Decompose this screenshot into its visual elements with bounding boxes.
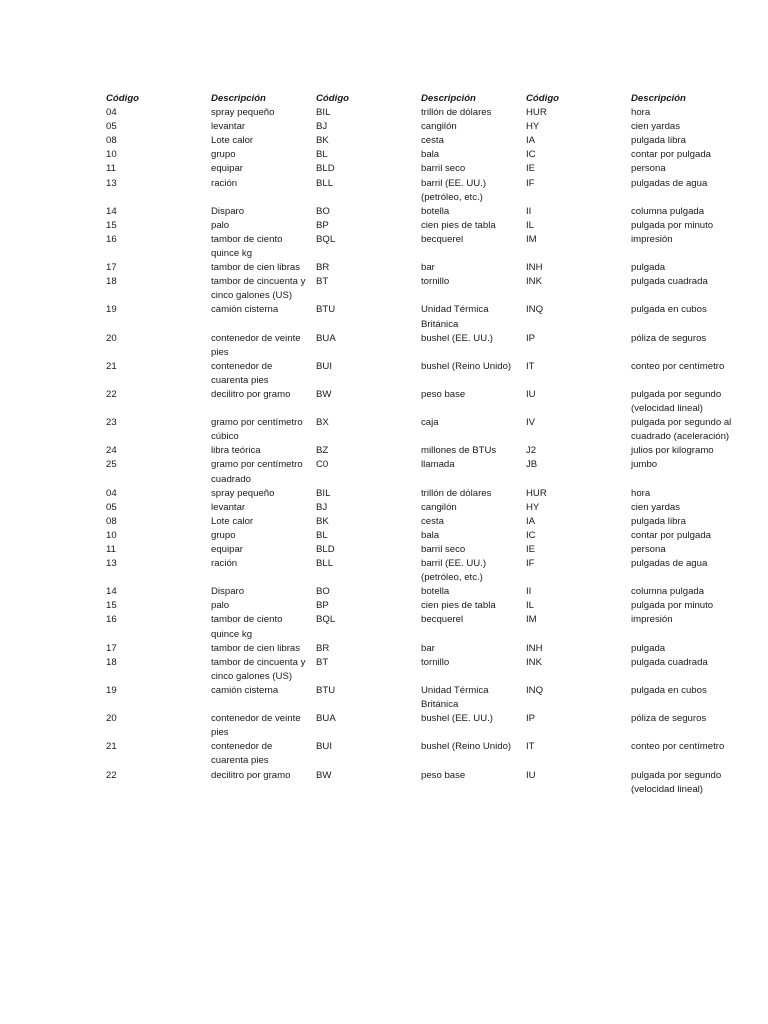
cell-code-3: IC: [526, 529, 536, 541]
cell-code-3: INQ: [526, 684, 544, 696]
cell-description-1: levantar: [211, 121, 246, 133]
table-row: [106, 769, 738, 797]
cell-description-3: impresión: [631, 614, 673, 626]
cell-description-1: Lote calor: [211, 135, 254, 147]
cell-description-2: becquerel: [421, 233, 464, 245]
cell-code-3: INQ: [526, 304, 544, 316]
cell-code-3: INK: [526, 276, 542, 288]
cell-description-2: peso base: [421, 769, 466, 781]
table-row: [106, 261, 738, 275]
cell-description-3: persona: [631, 163, 666, 175]
table-row: [106, 303, 738, 331]
cell-code-2: BT: [316, 276, 329, 288]
cell-code-1: 25: [106, 459, 117, 471]
cell-description-3: póliza de seguros: [631, 713, 707, 725]
table-row: [106, 360, 738, 388]
cell-description-3: columna pulgada: [631, 205, 705, 217]
table-row: [106, 332, 738, 360]
cell-description-1: equipar: [211, 163, 244, 175]
table-row: [106, 219, 738, 233]
table-header: [106, 92, 738, 106]
cell-code-2: BT: [316, 656, 329, 668]
cell-code-2: BZ: [316, 445, 329, 457]
cell-description-3: contar por pulgada: [631, 149, 712, 161]
cell-code-1: 14: [106, 586, 117, 598]
cell-code-2: BR: [316, 262, 330, 274]
cell-description-2: trillón de dólares: [421, 107, 492, 119]
cell-description-2: barril seco: [421, 544, 466, 555]
cell-description-3: pulgada cuadrada: [631, 656, 708, 668]
cell-description-1: tambor de cien libras: [211, 262, 301, 274]
cell-code-1: 16: [106, 614, 117, 626]
table-row: [106, 162, 738, 176]
table-row: [106, 120, 738, 134]
cell-code-1: 22: [106, 388, 117, 400]
cell-code-1: 17: [106, 642, 117, 654]
cell-code-3: HUR: [526, 487, 547, 499]
cell-code-1: 08: [106, 135, 117, 147]
cell-description-3: pulgada por segundo al cuadrado (aceleración): [631, 417, 732, 443]
cell-description-3: pulgada: [631, 642, 666, 654]
cell-description-1: gramo por centímetro cuadrado: [211, 459, 303, 485]
cell-description-1: gramo por centímetro cúbico: [211, 417, 303, 443]
cell-description-2: barril (EE. UU.) (petróleo, etc.): [421, 558, 487, 584]
cell-code-3: J2: [526, 445, 537, 457]
cell-code-3: JB: [526, 459, 538, 471]
cell-description-1: grupo: [211, 149, 236, 161]
cell-description-2: cesta: [421, 135, 444, 147]
cell-description-3: pulgada: [631, 262, 666, 274]
cell-code-1: 19: [106, 684, 117, 696]
cell-code-2: BIL: [316, 107, 331, 119]
cell-code-2: BUA: [316, 713, 336, 725]
cell-code-2: BO: [316, 205, 330, 217]
table-row: [106, 599, 738, 613]
cell-description-3: pulgadas de agua: [631, 177, 708, 189]
cell-description-1: libra teórica: [211, 445, 261, 457]
cell-description-2: becquerel: [421, 614, 464, 626]
table-row: [106, 233, 738, 261]
cell-code-3: IE: [526, 163, 536, 175]
cell-code-3: IF: [526, 558, 535, 570]
cell-code-3: II: [526, 586, 532, 598]
cell-description-3: póliza de seguros: [631, 332, 707, 344]
cell-description-3: pulgada en cubos: [631, 684, 707, 696]
table-row: [106, 613, 738, 641]
cell-description-1: equipar: [211, 544, 244, 555]
cell-code-2: BUA: [316, 332, 336, 344]
cell-code-2: BTU: [316, 684, 336, 696]
cell-code-2: BP: [316, 219, 329, 231]
cell-code-3: HUR: [526, 107, 547, 119]
cell-description-2: botella: [421, 205, 450, 217]
cell-code-1: 15: [106, 600, 117, 612]
cell-description-2: cien pies de tabla: [421, 600, 496, 612]
cell-code-3: IM: [526, 233, 537, 245]
cell-code-2: BLD: [316, 163, 335, 175]
table-row: [106, 458, 738, 486]
cell-description-2: barril seco: [421, 163, 466, 175]
cell-description-2: cesta: [421, 515, 444, 527]
cell-description-1: Lote calor: [211, 515, 254, 527]
cell-code-1: 14: [106, 205, 117, 217]
cell-description-2: cangilón: [421, 501, 457, 513]
cell-code-1: 05: [106, 501, 117, 513]
cell-code-2: BTU: [316, 304, 336, 316]
cell-description-3: contar por pulgada: [631, 529, 712, 541]
cell-code-3: IT: [526, 360, 535, 372]
cell-code-3: IU: [526, 388, 536, 400]
cell-description-1: decilitro por gramo: [211, 769, 291, 781]
cell-description-2: Unidad Térmica Británica: [421, 304, 489, 330]
table-row: [106, 529, 738, 543]
cell-description-3: persona: [631, 544, 666, 555]
cell-description-2: caja: [421, 417, 439, 429]
cell-code-1: 18: [106, 276, 117, 288]
cell-description-2: barril (EE. UU.) (petróleo, etc.): [421, 177, 487, 203]
cell-description-2: bushel (EE. UU.): [421, 713, 493, 725]
cell-code-1: 13: [106, 558, 117, 570]
cell-code-3: IE: [526, 544, 536, 555]
cell-description-1: palo: [211, 219, 230, 231]
table-row: [106, 585, 738, 599]
header-descripcion-1: Descripción: [211, 93, 266, 104]
cell-code-2: BW: [316, 769, 332, 781]
cell-code-1: 21: [106, 360, 117, 372]
cell-code-3: IP: [526, 332, 536, 344]
cell-code-2: BO: [316, 586, 330, 598]
table-row: [106, 205, 738, 219]
header-codigo-3: Código: [526, 93, 560, 104]
unit-codes-table: [106, 92, 738, 797]
cell-code-2: BJ: [316, 501, 328, 513]
cell-description-1: ración: [211, 177, 238, 189]
cell-description-2: peso base: [421, 388, 466, 400]
cell-description-1: contenedor de cuarenta pies: [211, 360, 273, 386]
cell-code-2: C0: [316, 459, 329, 471]
table-row: [106, 557, 738, 585]
cell-code-1: 15: [106, 219, 117, 231]
cell-code-2: BQL: [316, 614, 336, 626]
cell-description-3: pulgada libra: [631, 515, 686, 527]
cell-description-3: hora: [631, 487, 651, 499]
cell-description-1: Disparo: [211, 205, 245, 217]
cell-description-1: spray pequeño: [211, 487, 275, 499]
cell-description-1: tambor de cien libras: [211, 642, 301, 654]
table-row: [106, 275, 738, 303]
table-row: [106, 388, 738, 416]
cell-description-2: bushel (Reino Unido): [421, 360, 512, 372]
cell-description-2: bar: [421, 642, 435, 654]
cell-description-1: tambor de ciento quince kg: [211, 614, 283, 640]
cell-code-3: IT: [526, 741, 535, 753]
cell-code-1: 08: [106, 515, 117, 527]
cell-description-2: cien pies de tabla: [421, 219, 496, 231]
table-row: [106, 444, 738, 458]
cell-code-2: BK: [316, 135, 329, 147]
cell-description-2: tornillo: [421, 656, 450, 668]
cell-description-1: grupo: [211, 529, 236, 541]
cell-code-3: IM: [526, 614, 537, 626]
cell-code-3: INH: [526, 262, 543, 274]
header-codigo-1: Código: [106, 93, 140, 104]
cell-description-2: bala: [421, 529, 440, 541]
cell-description-2: bala: [421, 149, 440, 161]
cell-code-3: HY: [526, 501, 540, 513]
table-body: [106, 106, 738, 797]
cell-description-3: columna pulgada: [631, 586, 705, 598]
cell-description-3: pulgada por segundo (velocidad lineal): [631, 388, 722, 415]
cell-code-1: 22: [106, 769, 117, 781]
table-row: [106, 416, 738, 444]
cell-description-3: jumbo: [631, 459, 658, 471]
cell-description-3: hora: [631, 107, 651, 119]
cell-code-1: 11: [106, 544, 116, 555]
cell-code-1: 04: [106, 487, 117, 499]
cell-description-2: bushel (Reino Unido): [421, 741, 512, 753]
cell-code-1: 18: [106, 656, 117, 668]
cell-code-2: BK: [316, 515, 329, 527]
cell-code-3: IA: [526, 515, 536, 527]
header-row: [106, 92, 738, 106]
table-row: [106, 177, 738, 205]
table-row: [106, 501, 738, 515]
cell-code-3: IV: [526, 417, 536, 429]
cell-description-1: levantar: [211, 501, 246, 513]
cell-description-1: spray pequeño: [211, 107, 275, 119]
cell-code-2: BW: [316, 388, 332, 400]
table-row: [106, 134, 738, 148]
cell-code-1: 24: [106, 445, 117, 457]
cell-description-1: contenedor de veinte pies: [211, 332, 301, 358]
cell-code-1: 05: [106, 121, 117, 133]
cell-code-3: IU: [526, 769, 536, 781]
cell-description-3: pulgadas de agua: [631, 558, 708, 570]
cell-description-2: cangilón: [421, 121, 457, 133]
cell-code-2: BP: [316, 600, 329, 612]
table-row: [106, 106, 738, 120]
cell-code-2: BQL: [316, 233, 336, 245]
cell-code-1: 17: [106, 262, 117, 274]
cell-description-1: camión cisterna: [211, 304, 279, 316]
cell-code-3: INH: [526, 642, 543, 654]
cell-code-2: BLL: [316, 558, 334, 570]
cell-description-3: pulgada libra: [631, 135, 686, 147]
cell-code-1: 10: [106, 529, 117, 541]
cell-description-2: bushel (EE. UU.): [421, 332, 493, 344]
cell-description-2: bar: [421, 262, 435, 274]
cell-code-1: 23: [106, 417, 117, 429]
cell-description-1: decilitro por gramo: [211, 388, 291, 400]
header-codigo-2: Código: [316, 93, 350, 104]
table-row: [106, 712, 738, 740]
table-row: [106, 740, 738, 768]
cell-description-1: camión cisterna: [211, 684, 279, 696]
cell-description-2: llamada: [421, 459, 455, 471]
cell-description-1: contenedor de cuarenta pies: [211, 741, 273, 767]
cell-code-1: 11: [106, 163, 116, 175]
cell-description-1: tambor de ciento quince kg: [211, 233, 283, 260]
table-row: [106, 148, 738, 162]
cell-description-2: millones de BTUs: [421, 445, 497, 457]
cell-code-1: 21: [106, 741, 117, 753]
cell-description-2: tornillo: [421, 276, 450, 288]
cell-code-2: BUI: [316, 360, 332, 372]
cell-description-3: pulgada por minuto: [631, 600, 714, 612]
cell-description-3: julios por kilogramo: [631, 445, 714, 457]
table-row: [106, 515, 738, 529]
cell-code-2: BL: [316, 149, 328, 161]
cell-code-3: IP: [526, 713, 536, 725]
cell-code-3: II: [526, 205, 532, 217]
header-descripcion-2: Descripción: [421, 93, 476, 104]
cell-code-1: 13: [106, 177, 117, 189]
cell-code-3: IL: [526, 600, 535, 612]
cell-code-2: BL: [316, 529, 328, 541]
cell-description-3: cien yardas: [631, 121, 681, 133]
cell-description-1: palo: [211, 600, 230, 612]
cell-description-1: Disparo: [211, 586, 245, 598]
cell-code-2: BJ: [316, 121, 328, 133]
cell-description-2: Unidad Térmica Británica: [421, 684, 489, 711]
table-row: [106, 642, 738, 656]
cell-code-3: IL: [526, 219, 535, 231]
cell-code-3: HY: [526, 121, 540, 133]
cell-description-1: tambor de cincuenta y cinco galones (US): [211, 276, 306, 302]
cell-code-3: IF: [526, 177, 535, 189]
cell-code-2: BLL: [316, 177, 334, 189]
cell-code-1: 20: [106, 713, 117, 725]
cell-description-1: contenedor de veinte pies: [211, 713, 301, 739]
cell-code-3: INK: [526, 656, 542, 668]
cell-code-2: BLD: [316, 544, 335, 555]
cell-description-1: ración: [211, 558, 238, 570]
cell-description-3: impresión: [631, 233, 673, 245]
table-row: [106, 487, 738, 501]
cell-code-3: IC: [526, 149, 536, 161]
cell-description-3: pulgada cuadrada: [631, 276, 708, 288]
cell-code-2: BUI: [316, 741, 332, 753]
cell-code-1: 16: [106, 233, 117, 245]
table-row: [106, 543, 738, 557]
table-row: [106, 656, 738, 684]
cell-code-1: 10: [106, 149, 117, 161]
cell-description-3: conteo por centímetro: [631, 360, 725, 372]
document-page: [106, 92, 746, 797]
cell-description-2: botella: [421, 586, 450, 598]
cell-description-3: pulgada por segundo (velocidad lineal): [631, 769, 722, 795]
cell-code-1: 19: [106, 304, 117, 316]
cell-description-3: pulgada en cubos: [631, 304, 707, 316]
table-row: [106, 684, 738, 712]
cell-description-3: cien yardas: [631, 501, 681, 513]
header-descripcion-3: Descripción: [631, 93, 686, 104]
cell-code-1: 20: [106, 332, 117, 344]
cell-description-2: trillón de dólares: [421, 487, 492, 499]
cell-code-2: BX: [316, 417, 329, 429]
cell-code-2: BR: [316, 642, 330, 654]
cell-description-3: conteo por centímetro: [631, 741, 725, 753]
cell-description-1: tambor de cincuenta y cinco galones (US): [211, 656, 306, 682]
cell-code-1: 04: [106, 107, 117, 119]
cell-description-3: pulgada por minuto: [631, 219, 714, 231]
cell-code-3: IA: [526, 135, 536, 147]
cell-code-2: BIL: [316, 487, 331, 499]
